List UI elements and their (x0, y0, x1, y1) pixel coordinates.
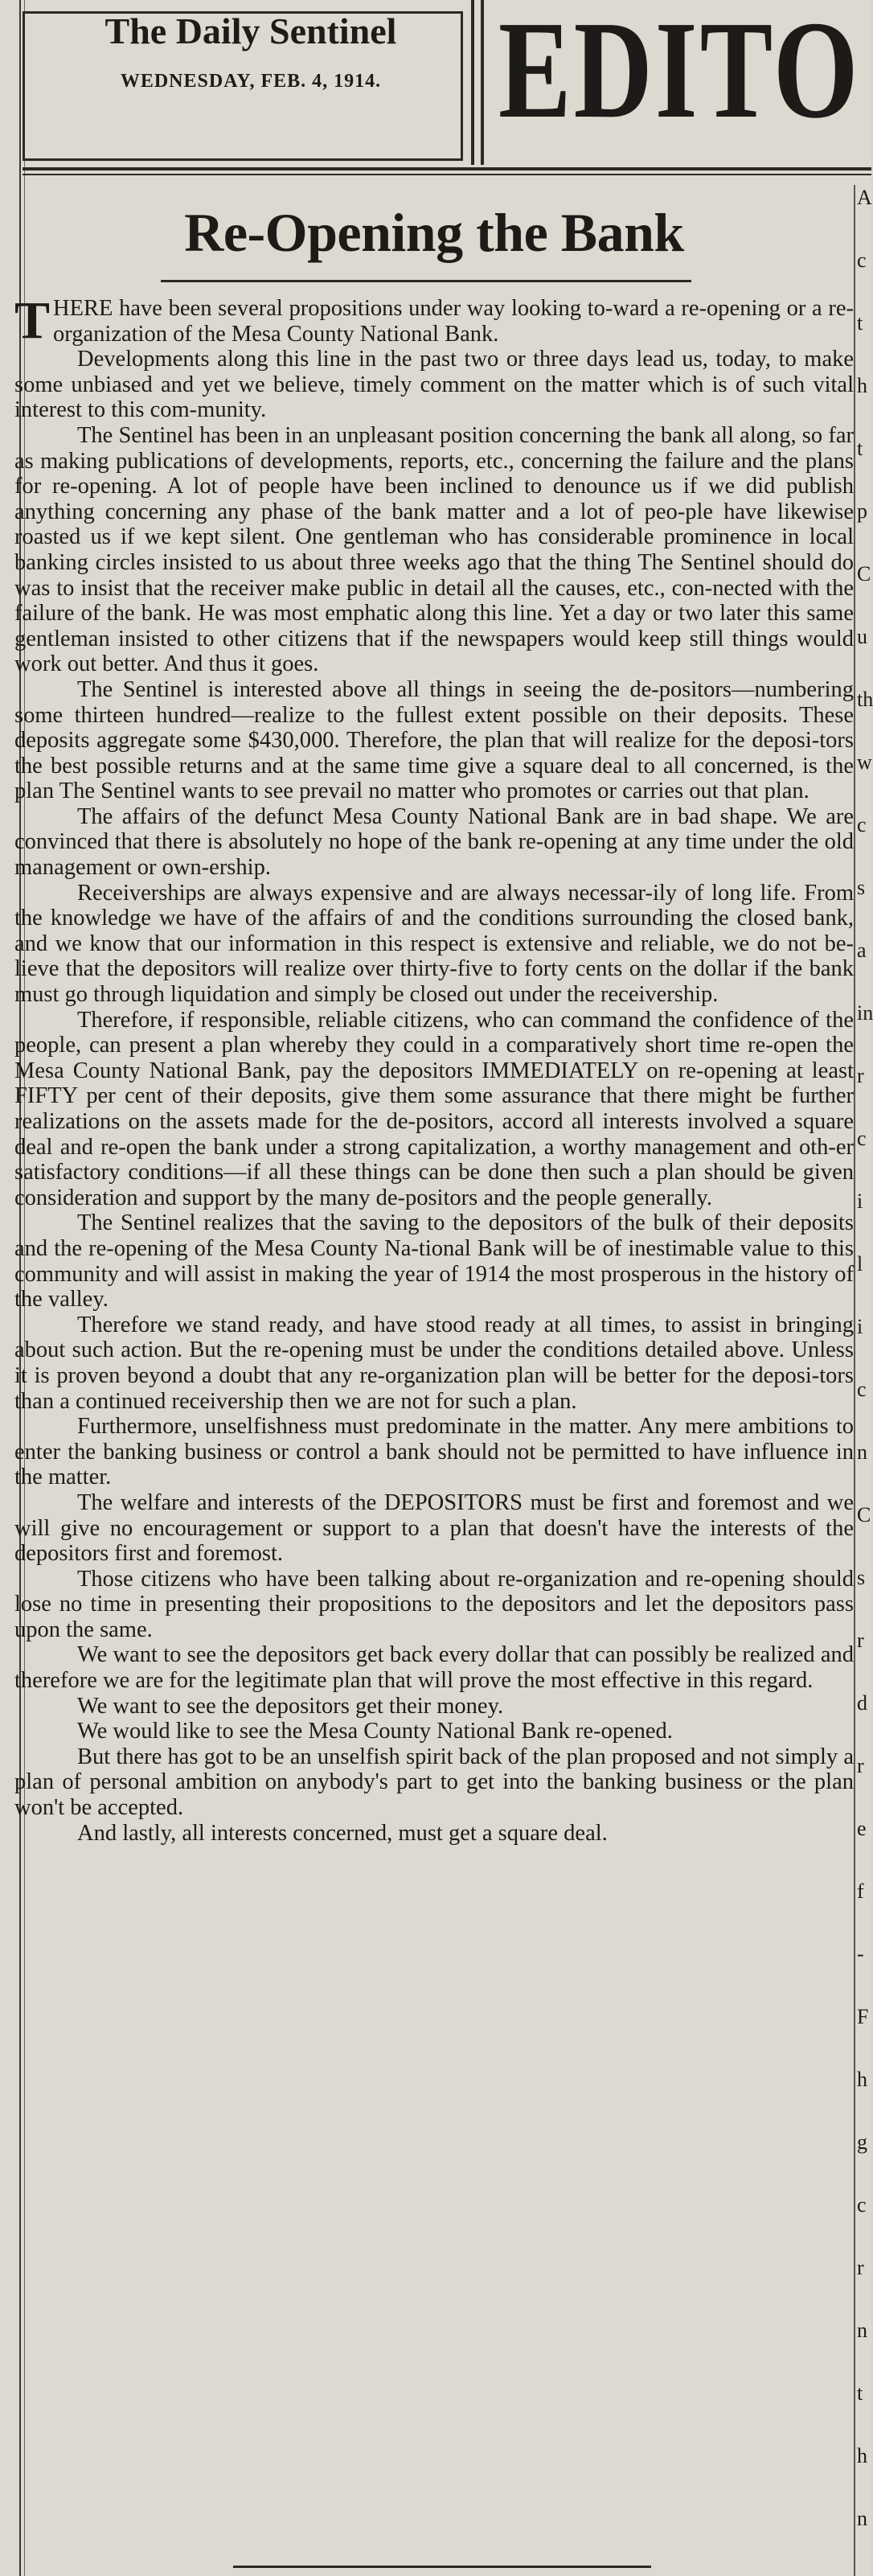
article-paragraph: Developments along this line in the past two or three days lead us, today, to make some unbiased and yet we believe, timely comment on the matter which is of such vital interest to this com-munity. (14, 347, 854, 423)
next-column-letter: w (857, 750, 872, 774)
article-paragraph: The Sentinel has been in an unpleasant position concerning the bank all along, so far as making publications of developments, reports, etc., concerning the failure and the plans for re-opening. A lot of people have been inclined to denounce us if we did publish anything concerning any phase of the bank matter and a lot of peo-ple have likewise roasted us if we kept silent. One gentleman who has considerable prominence in local banking circles insisted to us about three weeks ago that the thing The Sentinel should do was to insist that the receiver make public in detail all the causes, etc., con-nected with the failure of the bank. He was most emphatic along this line. Yet a day or two later this same gentleman insisted to other citizens that if the newspapers would keep still things would work out better. And thus it goes. (14, 422, 854, 677)
next-column-letter: i (857, 1189, 863, 1213)
next-column-letter: th (857, 688, 873, 711)
section-banner: EDITO (498, 0, 861, 147)
article-paragraph: The welfare and interests of the DEPOSITORS must be first and foremost and we will give no encouragement or support to a plan that doesn't have the interests of the depositors first and foremost. (14, 1489, 854, 1567)
next-column-letter: r (857, 1754, 864, 1777)
next-column-letter: s (857, 1566, 866, 1589)
article-header (14, 201, 854, 276)
next-column-letter: r (857, 2256, 864, 2279)
next-column-letter: - (857, 1942, 864, 1966)
column-divider (854, 185, 855, 2576)
next-column-letter: in (857, 1001, 873, 1025)
masthead-divider (471, 0, 474, 165)
next-column-letter: i (857, 1315, 863, 1338)
next-column-letter: n (857, 2319, 867, 2342)
next-column-letter: n (857, 1440, 867, 1464)
article-end-rule (233, 2566, 651, 2568)
headline-rule (161, 280, 691, 282)
paper-name: The Daily Sentinel (105, 10, 397, 51)
masthead-rule-thin (23, 174, 871, 175)
next-column-letter: p (857, 499, 867, 523)
next-column-letter: d (857, 1691, 867, 1715)
drop-cap: T (14, 291, 51, 350)
article-paragraph: Therefore, if responsible, reliable citizens, who can command the confidence of the people, can present a plan whereby they could in a comparatively short time re-open the Mesa County National Bank, pay the depositors IMMEDIATELY on re-opening at least FIFTY per cent of their deposits, give them some assurance that there might be further realizations on the assets made for the de-positors, accord all interests involved a square deal and re-open the bank under a strong capitalization, a worthy management and oth-er satisfactory conditions—if all these things can be done then such a plan should be given consideration and support by the many de-positors and the people generally. (14, 1007, 854, 1210)
article-paragraph: Those citizens who have been talking about re-organization and re-opening should lose no time in presenting their propositions to the depositors and let the depositors pass upon the same. (14, 1566, 854, 1642)
next-column-letter: h (857, 374, 867, 397)
next-column-letter: c (857, 813, 867, 836)
masthead-rule (23, 167, 871, 171)
next-column-letter: c (857, 1127, 867, 1150)
article-paragraph: The Sentinel is interested above all things in seeing the de-positors—numbering some thirteen hundred—realize to the fullest extent possible on their deposits. These deposits aggregate some $430,000. Therefore, the plan that will realize for the deposi-tors the best possible returns and at the same time give a square deal to all concerned, is the plan The Sentinel wants to see prevail no matter who promotes or carries out that plan. (14, 676, 854, 804)
next-column-letter: r (857, 1629, 864, 1652)
next-column-letter: c (857, 1378, 867, 1401)
next-column-letter: n (857, 2507, 867, 2530)
article-paragraph: Therefore we stand ready, and have stood ready at all times, to assist in bringing about such action. But the re-opening must be under the conditions detailed above. Unless it is proven beyond a doubt that any re-organization plan will be better for the deposi-tors than a continued receivership then we are not for such a plan. (14, 1312, 854, 1414)
next-column-letter: e (857, 1817, 867, 1840)
article-paragraph: Furthermore, unselfishness must predominate in the matter. Any mere ambitions to enter the banking business or control a bank should not be permitted to have influence in the matter. (14, 1414, 854, 1490)
next-column-letter: t (857, 2381, 863, 2405)
next-column-letter: F (857, 2005, 869, 2028)
article-body (14, 291, 854, 1846)
next-column-letter: A (857, 186, 872, 209)
article-paragraph: But there has got to be an unselfish spirit back of the plan proposed and not simply a plan of personal ambition on anybody's part to get into the banking business or the plan won't be accepted. (14, 1744, 854, 1821)
article-headline: Re-Opening the Bank (184, 202, 684, 263)
next-column-letter: C (857, 1503, 871, 1526)
next-column-letter: c (857, 2193, 867, 2217)
next-column-letter: h (857, 2444, 867, 2467)
next-column-letter: h (857, 2068, 867, 2091)
next-column-letter: s (857, 876, 866, 899)
article-paragraph: We want to see the depositors get back every dollar that can possibly be realized and therefore we are for the legitimate plan that will prove the most effective in this regard. (14, 1642, 854, 1694)
next-column-letter: C (857, 562, 871, 585)
article-paragraph: THERE have been several propositions under way looking to-ward a re-opening or a re-organization of the Mesa County National Bank. (14, 291, 854, 350)
article-paragraph: We would like to see the Mesa County National Bank re-opened. (77, 1719, 673, 1744)
next-column-letter: t (857, 437, 863, 460)
next-column-letter: l (857, 1252, 863, 1276)
masthead-divider (481, 0, 484, 165)
next-column-letter: t (857, 311, 863, 335)
next-column-letter: g (857, 2130, 867, 2154)
next-column-letter: u (857, 625, 867, 648)
next-column-letter: f (857, 1880, 864, 1903)
article-paragraph: We want to see the depositors get their money. (77, 1693, 504, 1719)
paper-date: WEDNESDAY, FEB. 4, 1914. (120, 71, 382, 92)
next-column-letter: r (857, 1064, 864, 1087)
article-paragraph: Receiverships are always expensive and are always necessar-ily of long life. From the knowledge we have of the affairs of and the conditions surrounding the closed bank, and we know that our information in this respect is extensive and reliable, we do not be-lieve that the depositors will realize over thirty-five to forty cents on the dollar if the bank must go through liquidation and simply be closed out under the receivership. (14, 880, 854, 1008)
article-paragraph: The Sentinel realizes that the saving to the depositors of the bulk of their deposits and the re-opening of the Mesa County Na-tional Bank will be of inestimable value to this community and will assist in making the year of 1914 the most prosperous in the history of the valley. (14, 1210, 854, 1313)
next-column-fragment (857, 185, 871, 2576)
article-paragraph: The affairs of the defunct Mesa County National Bank are in bad shape. We are convinced that there is absolutely no hope of the bank re-opening at any time under the old management or own-ership. (14, 803, 854, 881)
article-paragraph: And lastly, all interests concerned, must get a square deal. (77, 1820, 608, 1846)
next-column-letter: a (857, 939, 867, 962)
next-column-letter: c (857, 249, 867, 272)
